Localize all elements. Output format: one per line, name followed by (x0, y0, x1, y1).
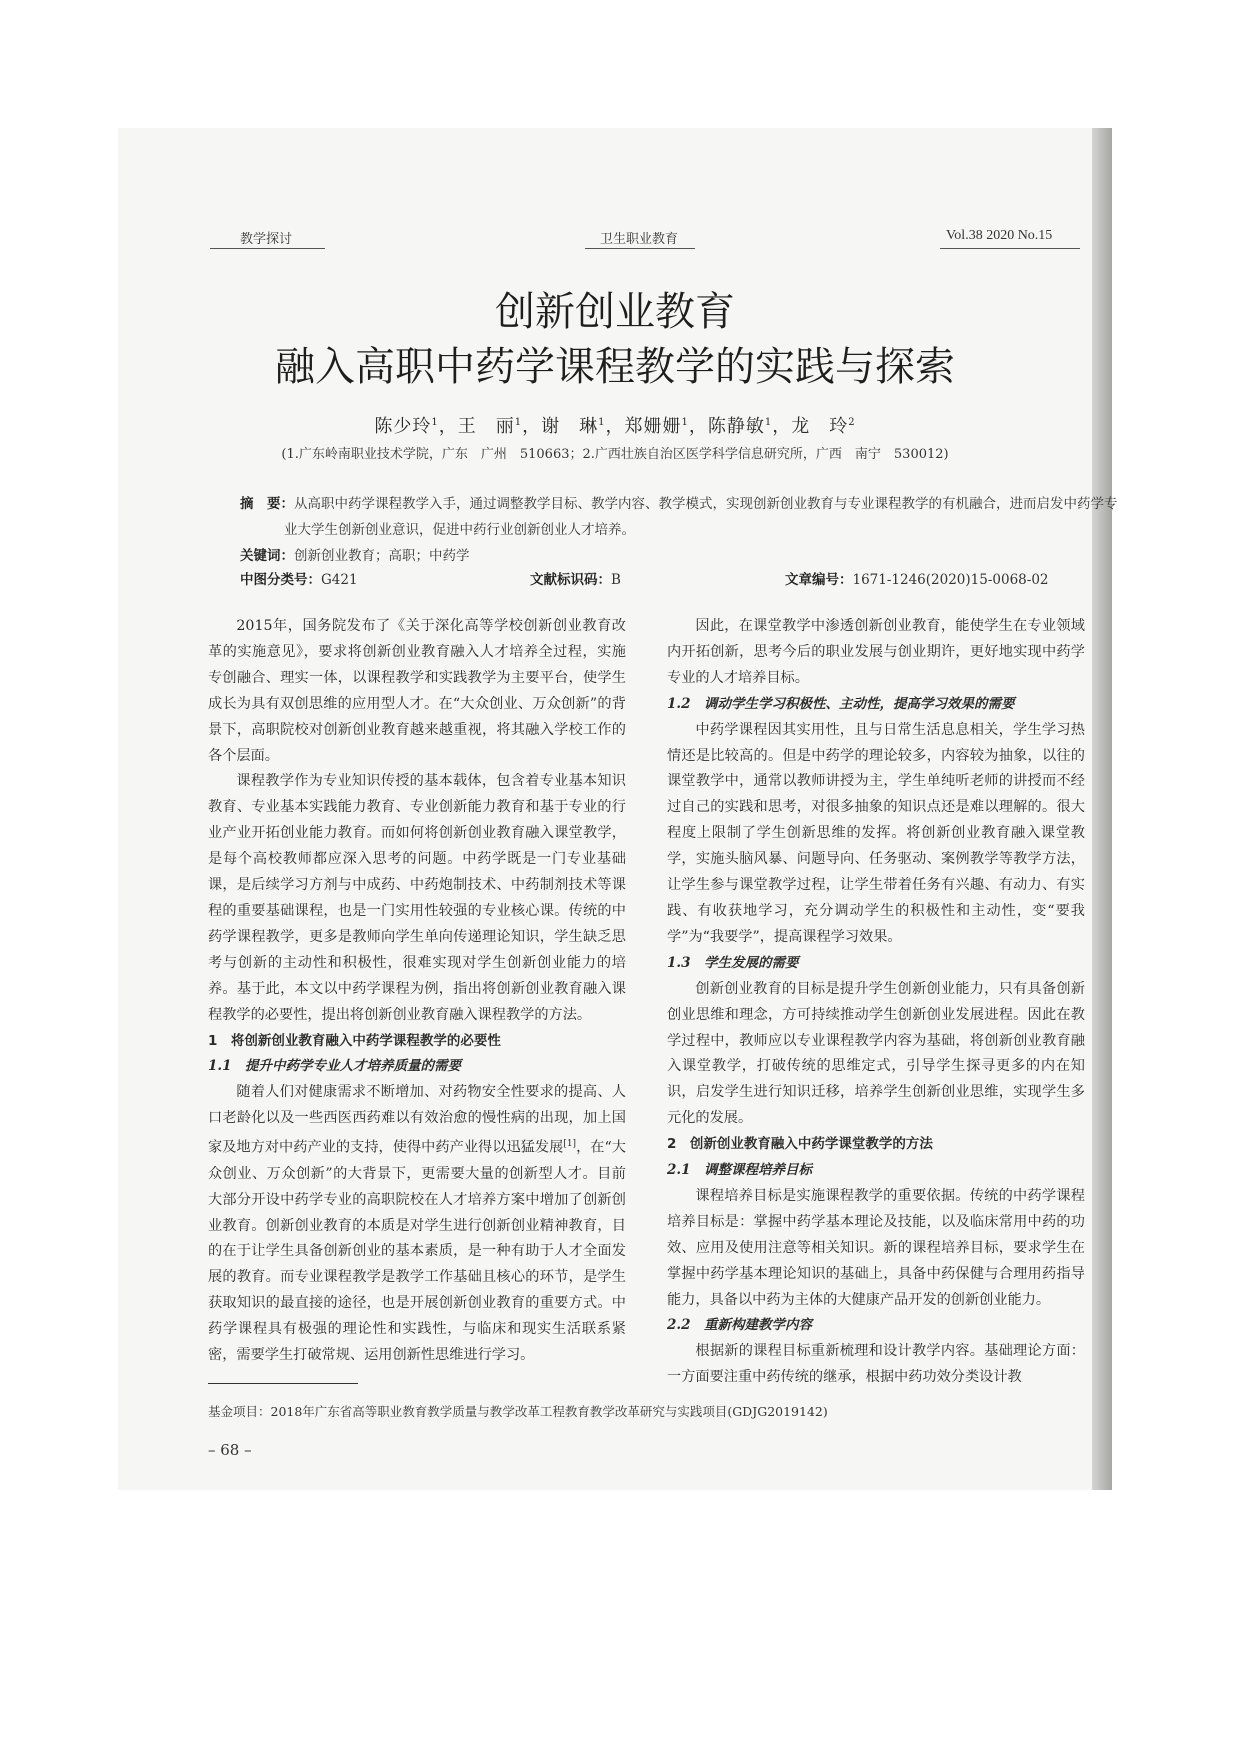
subsection-heading (667, 692, 1085, 718)
text-run: 2 创新创业教育融入中药学课堂教学的方法 (667, 1136, 933, 1153)
text-run: 1.2 调动学生学习积极性、主动性，提高学习效果的需要 (667, 695, 1015, 712)
author-affil-mark: 2 (848, 417, 856, 428)
author-affil-mark: 1 (681, 417, 689, 428)
text-run: 2.1 调整课程培养目标 (667, 1162, 812, 1179)
author: 王 丽 (457, 416, 515, 437)
keywords-label: 关键词： (240, 548, 294, 564)
affiliation: (1.广东岭南职业技术学院，广东 广州 510663；2.广西壮族自治区医学科学信息研究所，广西 南宁 530012) (281, 447, 949, 462)
author: 龙 玲 (791, 416, 849, 437)
abstract-label: 摘 要： (240, 496, 294, 512)
header-issue: Vol.38 2020 No.15 (946, 228, 1053, 243)
text-run: 课程教学作为专业知识传授的基本载体，包含着专业基本知识教育、专业基本实践能力教育、专业创新能力教育和基于专业的行业产业开拓创业能力教育。而如何将创新创业教育融入课堂教学，是每个高校教师都应深入思考的问题。中药学既是一门专业基础课，是后续学习方剂与中成药、中药炮制技术、中药制剂技术等课程的重要基础课程，也是一门实用性较强的专业核心课。传统的中药学课程教学，更多是教师向学生单向传递理论知识，学生缺乏思考与创新的主动性和积极性，很难实现对学生创新创业能力的培养。基于此，本文以中药学课程为例，指出将创新创业教育融入课程教学的必要性，提出将创新创业教育融入课程教学的方法。 (208, 773, 626, 1023)
text-run: 随着人们对健康需求不断增加、对药物安全性要求的提高、人口老龄化以及一些西医西药难以有效治愈的慢性病的出现，加上国家及地方对中药产业的支持，使得中药产业得以迅猛发展 (208, 1084, 626, 1156)
subsection-heading (667, 951, 1085, 977)
article-title-line-2: 融入高职中药学课程教学的实践与探索 (275, 344, 955, 390)
author-affil-mark: 1 (431, 417, 439, 428)
text-run: 创新创业教育的目标是提升学生创新创业能力，只有具备创新创业思维和理念，方可持续推动学生创新创业发展进程。因此在教学过程中，教师应以专业课程教学内容为基础，将创新创业教育融入课堂教学，打破传统的思维定式，引导学生探寻更多的内在知识，启发学生进行知识迁移，培养学生创新创业思维，实现学生多元化的发展。 (667, 980, 1085, 1127)
author-list: 陈少玲$^1$，王 丽$^1$，谢 琳$^1$，郑姗姗$^1$，陈静敏$^1$，龙 玲$^2$ (374, 416, 856, 437)
header-rule-center (585, 248, 695, 249)
subsection-heading (667, 1313, 1085, 1339)
text-run: 因此，在课堂教学中渗透创新创业教育，能使学生在专业领域内开拓创新，思考今后的职业发展与创业期许，更好地实现中药学专业的人才培养目标。 (667, 618, 1085, 686)
paragraph (208, 1080, 626, 1369)
scan-shadow-edge (1092, 128, 1112, 1490)
text-run: 2.2 重新构建教学内容 (667, 1317, 812, 1334)
author-affil-mark: 1 (764, 417, 773, 428)
author: 陈静敏 (707, 416, 765, 437)
body-column-right (667, 614, 1085, 1391)
article-number-label: 文章编号： (785, 572, 853, 588)
author: 郑姗姗 (624, 416, 682, 437)
doc-code-value: B (611, 572, 621, 588)
paragraph (667, 1184, 1085, 1314)
text-run: 中药学课程因其实用性，且与日常生活息息相关，学生学习热情还是比较高的。但是中药学的理论较多，内容较为抽象，以往的课堂教学中，通常以教师讲授为主，学生单纯听老师的讲授而不经过自己的实践和思考，对很多抽象的知识点还是难以理解的。很大程度上限制了学生创新思维的发挥。将创新创业教育融入课堂教学，实施头脑风暴、问题导向、任务驱动、案例教学等教学方法，让学生参与课堂教学过程，让学生带着任务有兴趣、有动力、有实践、有收获地学习，充分调动学生的积极性和主动性，变“要我学”为“我要学”，提高课程学习效果。 (667, 721, 1085, 945)
paragraph (208, 769, 626, 1028)
clc-label: 中图分类号： (240, 572, 321, 588)
keywords (240, 543, 1080, 569)
subsection-heading (667, 1158, 1085, 1184)
author-affil-mark: 1 (514, 417, 523, 428)
header-journal: 卫生职业教育 (600, 232, 679, 247)
header-rule-left (210, 248, 325, 249)
text-run: 1.3 学生发展的需要 (667, 954, 799, 971)
text-run: 根据新的课程目标重新梳理和设计教学内容。基础理论方面：一方面要注重中药传统的继承，根据中药功效分类设计教 (667, 1343, 1085, 1386)
paragraph (667, 614, 1085, 692)
text-run: ，在“大众创业、万众创新”的大背景下，更需要大量的创新型人才。目前大部分开设中药学专业的高职院校在人才培养方案中增加了创新创业教育。创新创业教育的本质是对学生进行创新创业精神教育，目的在于让学生具备创新创业的基本素质，是一种有助于人才全面发展的教育。而专业课程教学是教学工作基础且核心的环节，是学生获取知识的最直接的途径，也是开展创新创业教育的重要方式。中药学课程具有极强的理论性和实践性，与临床和现实生活联系紧密，需要学生打破常规、运用创新性思维进行学习。 (208, 1139, 626, 1364)
author: 陈少玲 (374, 416, 432, 437)
page-number: – 68 – (208, 1441, 252, 1459)
header-section: 教学探讨 (240, 232, 293, 247)
section-heading (208, 1029, 626, 1055)
text-run: 1.1 提升中药学专业人才培养质量的需要 (208, 1058, 461, 1075)
funding-footnote: 基金项目：2018年广东省高等职业教育教学质量与教学改革工程教育教学改革研究与实践项目(GDJG2019142) (208, 1404, 828, 1419)
text-run: 课程培养目标是实施课程教学的重要依据。传统的中药学课程培养目标是：掌握中药学基本理论及技能，以及临床常用中药的功效、应用及使用注意等相关知识。新的课程培养目标，要求学生在掌握中药学基本理论知识的基础上，具备中药保健与合理用药指导能力，具备以中药为主体的大健康产品开发的创新创业能力。 (667, 1187, 1085, 1308)
text-run: 1 将创新创业教育融入中药学课程教学的必要性 (208, 1032, 501, 1049)
header-rule-right (940, 248, 1080, 249)
citation-mark: [1] (563, 1139, 577, 1150)
footnote-rule (208, 1383, 358, 1384)
body-column-left (208, 614, 626, 1369)
author: 谢 琳 (541, 416, 599, 437)
abstract (240, 491, 1124, 543)
paragraph (667, 1339, 1085, 1391)
author-affil-mark: 1 (598, 417, 606, 428)
paragraph (667, 718, 1085, 951)
abstract-text: 从高职中药学课程教学入手，通过调整教学目标、教学内容、教学模式，实现创新创业教育与专业课程教学的有机融合，进而启发中药学专业大学生创新创业意识，促进中药行业创新创业人才培养。 (284, 496, 1118, 538)
subsection-heading (208, 1054, 626, 1080)
keywords-text: 创新创业教育；高职；中药学 (294, 548, 470, 564)
paragraph (208, 614, 626, 769)
section-heading (667, 1132, 1085, 1158)
text-run: 2015年，国务院发布了《关于深化高等学校创新创业教育改革的实施意见》，要求将创新创业教育融入人才培养全过程，实施专创融合、理实一体，以课程教学和实践教学为主要平台，使学生成长为具有双创思维的应用型人才。在“大众创业、万众创新”的背景下，高职院校对创新创业教育越来越重视，将其融入学校工作的各个层面。 (208, 618, 626, 764)
paragraph (667, 977, 1085, 1132)
clc-value: G421 (321, 572, 358, 588)
doc-code-label: 文献标识码： (530, 572, 611, 588)
article-number-value: 1671-1246(2020)15-0068-02 (852, 572, 1049, 588)
article-title-line-1: 创新创业教育 (495, 289, 735, 335)
